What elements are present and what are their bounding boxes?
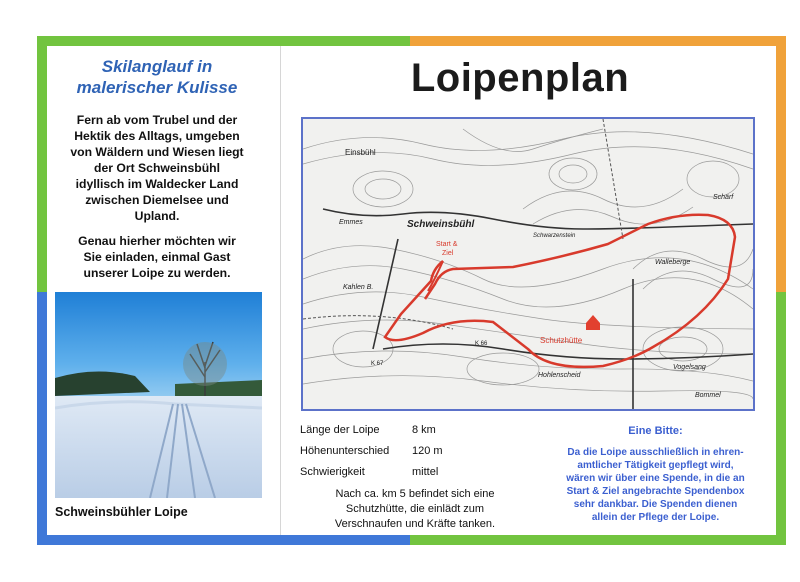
fact-value: 120 m (412, 445, 443, 457)
donation-line: sehr dankbar. Die Spenden dienen (573, 499, 738, 510)
map-label-kahlen: Kahlen B. (343, 284, 374, 291)
intro-line: von Wäldern und Wiesen liegt (70, 145, 244, 159)
fact-row-length (300, 424, 500, 445)
intro-line: der Ort Schweinsbühl (94, 161, 220, 175)
intro-paragraph (42, 112, 272, 224)
map-label-emmes: Emmes (339, 219, 363, 226)
map-label-walleberge: Walleberge (655, 259, 691, 266)
map-label-schwarzenstein: Schwarzenstein (533, 233, 576, 239)
map-label-einsbuehl: Einsbühl (345, 148, 376, 157)
donation-title: Eine Bitte: (628, 425, 683, 437)
frame-bottom-green (410, 535, 786, 545)
fact-row-difficulty (300, 466, 500, 487)
invitation-line: Genau hierher möchten wir (78, 234, 236, 248)
fact-value: 8 km (412, 424, 436, 436)
map-label-schweinsbuehl: Schweinsbühl (407, 219, 475, 230)
fact-value: mittel (412, 466, 439, 478)
donation-line: Start & Ziel angebrachte Spendenbox (566, 486, 745, 497)
frame-right-orange (776, 36, 786, 292)
left-title (42, 56, 272, 98)
note-line: Schutzhütte, die einlädt zum (345, 503, 485, 515)
fact-label: Höhenunterschied (300, 445, 390, 457)
map-label-k66: K 66 (475, 341, 488, 347)
map-label-schaerf: Schärf (713, 194, 734, 201)
map-label-hohlenscheid: Hohlenscheid (538, 372, 581, 379)
donation-line: allein der Pflege der Loipe. (591, 512, 720, 523)
page-title: Loipenplan (410, 56, 630, 100)
map-label-ziel: Ziel (442, 250, 454, 257)
invitation-paragraph (42, 233, 272, 281)
map-label-bommel: Bommel (695, 392, 721, 399)
map-label-k67: K 67 (371, 361, 384, 367)
left-title-line-2: malerischer Kulisse (76, 78, 238, 97)
map-label-vogelsang: Vogelsang (673, 364, 706, 371)
donation-text (548, 446, 763, 524)
intro-line: Hektik des Alltags, umgeben (74, 129, 240, 143)
fact-label: Länge der Loipe (300, 424, 380, 436)
intro-line: Upland. (134, 209, 180, 223)
fact-label: Schwierigkeit (300, 466, 365, 478)
frame-left-blue (37, 292, 47, 545)
frame-bottom-blue (37, 535, 410, 545)
trail-map (301, 117, 755, 411)
invitation-line: unserer Loipe zu werden. (83, 266, 231, 280)
donation-line: wären wir über eine Spende, in die an (566, 473, 745, 484)
intro-line: idyllisch im Waldecker Land (75, 177, 239, 191)
trail-facts (300, 424, 500, 487)
frame-right-green (776, 292, 786, 545)
hut-icon (586, 315, 600, 330)
photo-caption: Schweinsbühler Loipe (55, 505, 188, 519)
snow-trail-photo (55, 292, 262, 498)
inner-vertical-divider (280, 46, 281, 535)
frame-top-orange (410, 36, 786, 46)
donation-line: amtlicher Tätigkeit gepflegt wird, (577, 460, 734, 471)
hut-note (315, 487, 515, 532)
intro-line: zwischen Diemelsee und (85, 193, 229, 207)
invitation-line: Sie einladen, einmal Gast (83, 250, 231, 264)
intro-line: Fern ab vom Trubel und der (76, 113, 238, 127)
note-line: Verschnaufen und Kräfte tanken. (334, 518, 496, 530)
map-label-start: Start & (436, 241, 458, 248)
frame-top-green (37, 36, 410, 46)
fact-row-elevation (300, 445, 500, 466)
donation-line: Da die Loipe ausschließlich in ehren- (567, 447, 744, 458)
note-line: Nach ca. km 5 befindet sich eine (335, 488, 495, 500)
left-title-line-1: Skilanglauf in (101, 57, 213, 76)
map-label-schutzhuette: Schutzhütte (540, 336, 583, 345)
